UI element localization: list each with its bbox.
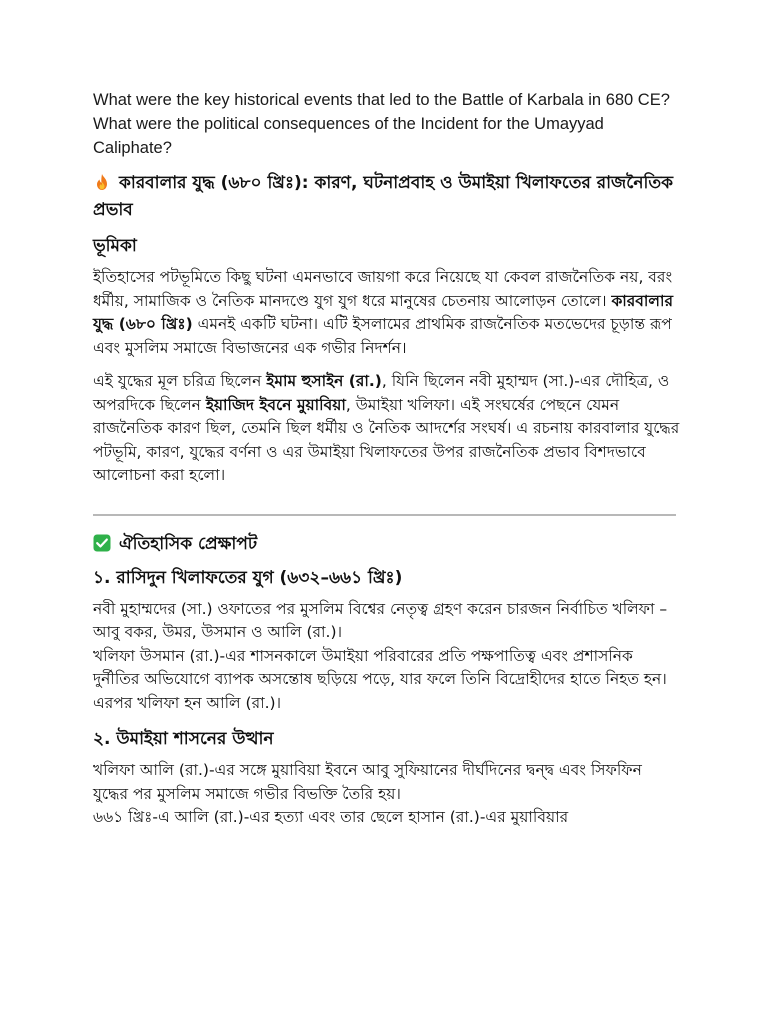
intro-p1-text-2: এমনই একটি ঘটনা। এটি ইসলামের প্রাথমিক রাজনৈতিক মতভেদের চূড়ান্ত রূপ এবং মুসলিম সমাজে বিভাজনের এক গভীর নিদর্শন। xyxy=(93,315,672,357)
essay-title xyxy=(93,170,681,224)
essay-title-text: কারবালার যুদ্ধ (৬৮০ খ্রিঃ): কারণ, ঘটনাপ্রবাহ ও উমাইয়া খিলাফতের রাজনৈতিক প্রভাব xyxy=(93,173,674,220)
fire-icon xyxy=(93,173,111,191)
intro-p2-bold-1: ইমাম হুসাইন (রা.) xyxy=(266,372,382,390)
section-2-paragraph-2: ৬৬১ খ্রিঃ-এ আলি (রা.)-এর হত্যা এবং তার ছেলে হাসান (রা.)-এর মুয়াবিয়ার xyxy=(93,808,569,826)
section-1-body xyxy=(93,598,681,716)
section-1-paragraph-2: খলিফা উসমান (রা.)-এর শাসনকালে উমাইয়া পরিবারের প্রতি পক্ষপাতিত্ব এবং প্রশাসনিক দুর্নীতির অভিযোগে ব্যাপক অসন্তোষ ছড়িয়ে পড়ে, যার ফলে তিনি বিদ্রোহীদের হাতে নিহত হন। এরপর খলিফা হন আলি (রা.)। xyxy=(93,646,667,712)
background-heading xyxy=(93,530,681,558)
section-2-paragraph-1: খলিফা আলি (রা.)-এর সঙ্গে মুয়াবিয়া ইবনে আবু সুফিয়ানের দীর্ঘদিনের দ্বন্দ্ব এবং সিফফিন যুদ্ধের পর মুসলিম সমাজে গভীর বিভক্তি তৈরি হয়। xyxy=(93,761,642,803)
section-1-paragraph-1: নবী মুহাম্মদের (সা.) ওফাতের পর মুসলিম বিশ্বের নেতৃত্ব গ্রহণ করেন চারজন নির্বাচিত খলিফা – আবু বকর, উমর, উসমান ও আলি (রা.)। xyxy=(93,599,668,641)
intro-heading: ভূমিকা xyxy=(93,236,137,256)
intro-p1-text-1: ইতিহাসের পটভূমিতে কিছু ঘটনা এমনভাবে জায়গা করে নিয়েছে যা কেবল রাজনৈতিক নয়, বরং ধর্মীয়, সামাজিক ও নৈতিক মানদণ্ডে যুগ যুগ ধরে মানুষের চেতনায় আলোড়ন তোলে। xyxy=(93,268,673,310)
background-heading-text: ঐতিহাসিক প্রেক্ষাপট xyxy=(119,533,258,554)
section-1-heading: ১. রাসিদুন খিলাফতের যুগ (৬৩২–৬৬১ খ্রিঃ) xyxy=(93,567,403,588)
intro-paragraph-1 xyxy=(93,266,681,360)
question-text: What were the key historical events that led to the Battle of Karbala in 680 CE? What were the political consequences of the Incident for the Umayyad Caliphate? xyxy=(93,91,670,157)
document-page xyxy=(93,88,681,840)
section-2-body xyxy=(93,759,681,830)
intro-paragraph-2 xyxy=(93,370,681,488)
intro-p2-text-3: , উমাইয়া খলিফা। এই সংঘর্ষের পেছনে যেমন রাজনৈতিক কারণ ছিল, তেমনি ছিল ধর্মীয় ও নৈতিক আদর্শের সংঘর্ষ। এ রচনায় কারবালার যুদ্ধের পটভূমি, কারণ, যুদ্ধের বর্ণনা ও এর উমাইয়া খিলাফতের উপর রাজনৈতিক প্রভাব বিশদভাবে আলোচনা করা হলো। xyxy=(93,395,680,484)
check-box-icon xyxy=(93,533,111,551)
intro-p2-text-1: এই যুদ্ধের মূল চরিত্র ছিলেন xyxy=(93,372,267,390)
intro-p2-bold-2: ইয়াজিদ ইবনে মুয়াবিয়া xyxy=(205,395,346,414)
section-2-heading: ২. উমাইয়া শাসনের উত্থান xyxy=(93,729,274,749)
intro-p1-bold-1: কারবালার যুদ্ধ (৬৮০ খ্রিঃ) xyxy=(93,291,673,333)
section-divider xyxy=(93,514,676,516)
intro-p2-text-2: , যিনি ছিলেন নবী মুহাম্মদ (সা.)-এর দৌহিত্র, ও অপরদিকে ছিলেন xyxy=(93,372,670,414)
